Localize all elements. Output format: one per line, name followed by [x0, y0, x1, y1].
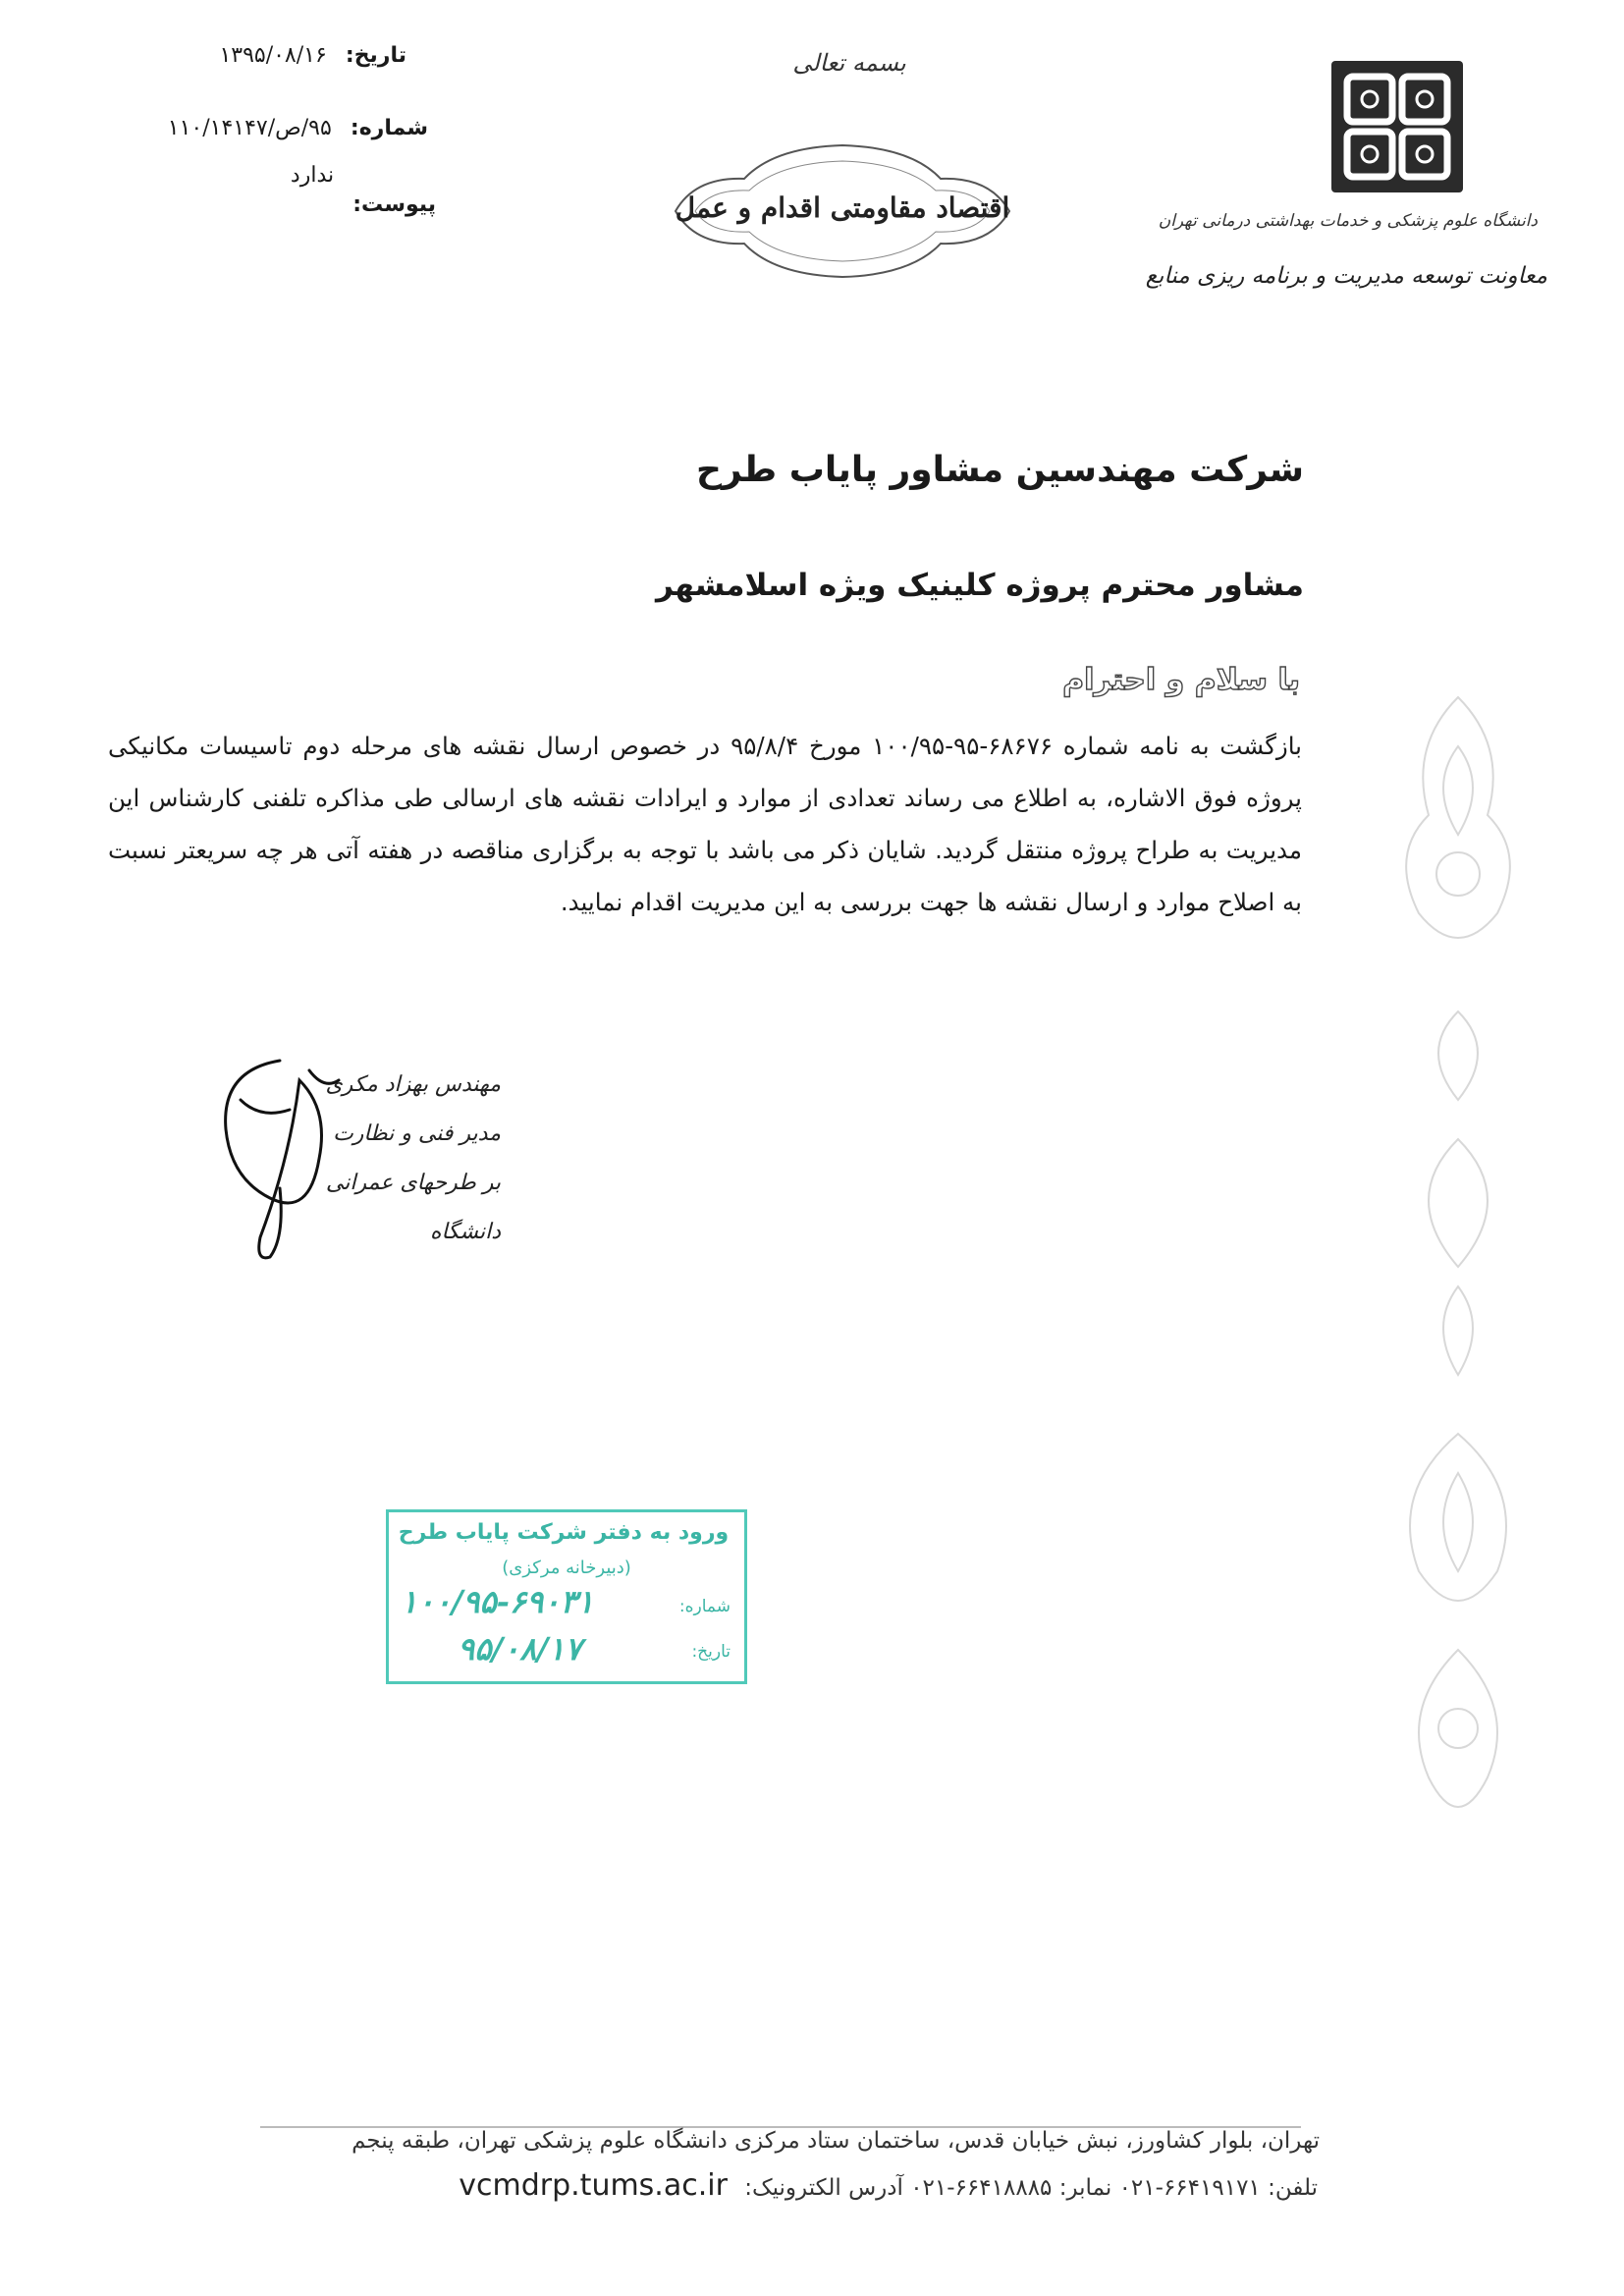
bismillah-text: بسمه تعالی [792, 49, 906, 77]
subject-heading: مشاور محترم پروژه کلینیک ویژه اسلامشهر [655, 568, 1304, 603]
registry-stamp [386, 1509, 747, 1684]
stamp-date-value: ۹۵/۰۸/۱۷ [458, 1630, 582, 1667]
handwritten-signature-icon [201, 1041, 358, 1267]
number-row [168, 116, 428, 140]
greeting-text: با سلام و احترام [1062, 663, 1300, 697]
signatory-title: مدیر فنی و نظارت [333, 1121, 501, 1146]
date-value: ۱۳۹۵/۰۸/۱۶ [219, 43, 327, 68]
recipient-heading: شرکت مهندسین مشاور پایاب طرح [695, 450, 1304, 490]
ornament-border-icon [1370, 687, 1546, 1915]
university-name: دانشگاه علوم پزشکی و خدمات بهداشتی درمانی تهران [1158, 211, 1538, 231]
signatory-name: مهندس بهزاد مکری [325, 1072, 501, 1097]
attachment-label: پیوست: [352, 192, 436, 217]
letter-body: بازگشت به نامه شماره ۶۸۶۷۶-۹۵-۱۰۰/۹۵ مورخ ۹۵/۸/۴ در خصوص ارسال نقشه های مرحله دوم تاسیسات مکانیکی پروژه فوق الاشاره، به اطلاع می رساند تعدادی از موارد و ایرادات نقشه های ارسالی طی مذاکره تلفنی کارشناس این مدیریت به طراح پروژه منتقل گردید. شایان ذکر می باشد با توجه به برگزاری مناقصه در هفته آتی هر چه سریعتر نسبت به اصلاح موارد و ارسال نقشه ها جهت بررسی به این مدیریت اقدام نمایید. [108, 732, 1302, 916]
signatory-scope: بر طرحهای عمرانی دانشگاه [325, 1171, 501, 1244]
footer-email: vcmdrp.tums.ac.ir [459, 2168, 728, 2203]
number-label: شماره: [350, 116, 428, 140]
footer-phone-fax: تلفن: ۶۶۴۱۹۱۷۱-۰۲۱ نمابر: ۶۶۴۱۸۸۸۵-۰۲۱ آدرس الکترونیک: [744, 2175, 1318, 2201]
stamp-subtitle: (دبیرخانه مرکزی) [502, 1558, 631, 1578]
footer-address: تهران، بلوار کشاورز، نبش خیابان قدس، ساختمان ستاد مرکزی دانشگاه علوم پزشکی تهران، طبقه پنجم [352, 2128, 1320, 2154]
motto-text: اقتصاد مقاومتی اقدام و عمل [675, 191, 1010, 224]
date-row [219, 43, 406, 68]
number-value: ۹۵/ص/۱۱۰/۱۴۱۴۷ [167, 116, 332, 140]
attachment-row [290, 163, 436, 217]
stamp-date-label: تاریخ: [691, 1642, 731, 1662]
date-label: تاریخ: [345, 43, 406, 68]
stamp-number-value: ۱۰۰/۹۵-۶۹۰۳۱ [401, 1583, 594, 1620]
attachment-value: ندارد [290, 163, 335, 188]
stamp-title: ورود به دفتر شرکت پایاب طرح [398, 1520, 730, 1545]
stamp-number-label: شماره: [678, 1597, 731, 1616]
university-logo-icon [1331, 61, 1463, 192]
department-name: معاونت توسعه مدیریت و برنامه ریزی منابع [1145, 263, 1547, 289]
footer-contact [459, 2168, 1318, 2203]
